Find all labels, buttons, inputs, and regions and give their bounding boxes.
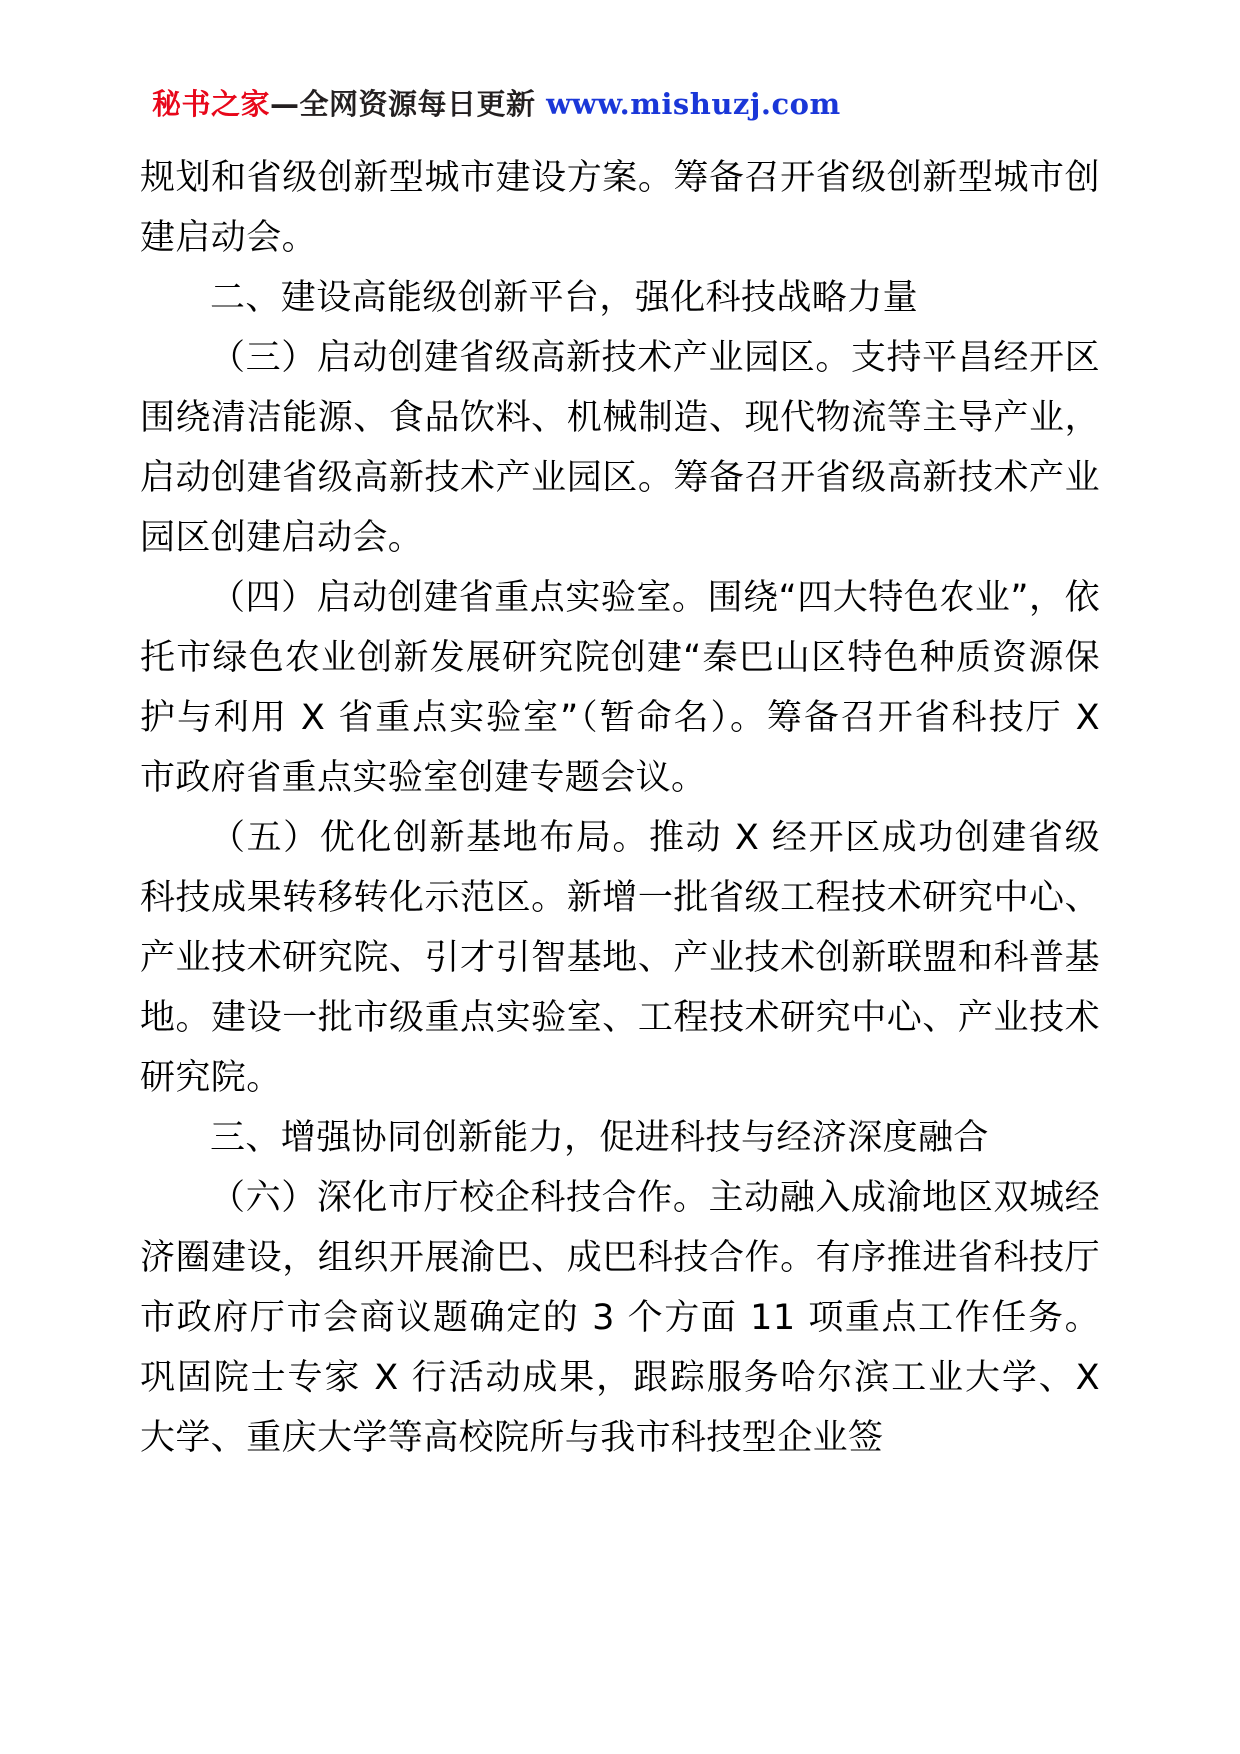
site-watermark (152, 86, 1100, 122)
paragraph-item-three: （三）启动创建省级高新技术产业园区。支持平昌经开区围绕清洁能源、食品饮料、机械制造、现代物流等主导产业，启动创建省级高新技术产业园区。筹备召开省级高新技术产业园区创建启动会。 (140, 338, 1100, 559)
paragraph-item-five: （五）优化创新基地布局。推动 X 经开区成功创建省级科技成果转移转化示范区。新增一批省级工程技术研究中心、产业技术研究院、引才引智基地、产业技术创新联盟和科普基地。建设一批市级重点实验室、工程技术研究中心、产业技术研究院。 (140, 818, 1100, 1099)
section-heading-three: 三、增强协同创新能力，促进科技与经济深度融合 (210, 1118, 989, 1159)
document-body (140, 148, 1100, 1468)
paragraph-item-four: （四）启动创建省重点实验室。围绕“四大特色农业”，依托市绿色农业创新发展研究院创建“秦巴山区特色种质资源保护与利用 X 省重点实验室”（暂命名）。筹备召开省科技厅 X 市政府省重点实验室创建专题会议。 (140, 578, 1100, 799)
paragraph-item-six: （六）深化市厅校企科技合作。主动融入成渝地区双城经济圈建设，组织开展渝巴、成巴科技合作。有序推进省科技厅市政府厅市会商议题确定的 3 个方面 11 项重点工作任务。巩固院士专家 X 行活动成果，跟踪服务哈尔滨工业大学、X 大学、重庆大学等高校院所与我市科技型企业签 (140, 1178, 1100, 1459)
watermark-separator: — (270, 87, 300, 121)
section-heading-two: 二、建设高能级创新平台，强化科技战略力量 (210, 278, 919, 319)
watermark-brand: 秘书之家 (152, 87, 271, 121)
watermark-tagline: 全网资源每日更新 (299, 87, 536, 121)
watermark-url: www.mishuzj.com (546, 87, 841, 121)
paragraph-continuation: 规划和省级创新型城市建设方案。筹备召开省级创新型城市创建启动会。 (140, 158, 1100, 259)
